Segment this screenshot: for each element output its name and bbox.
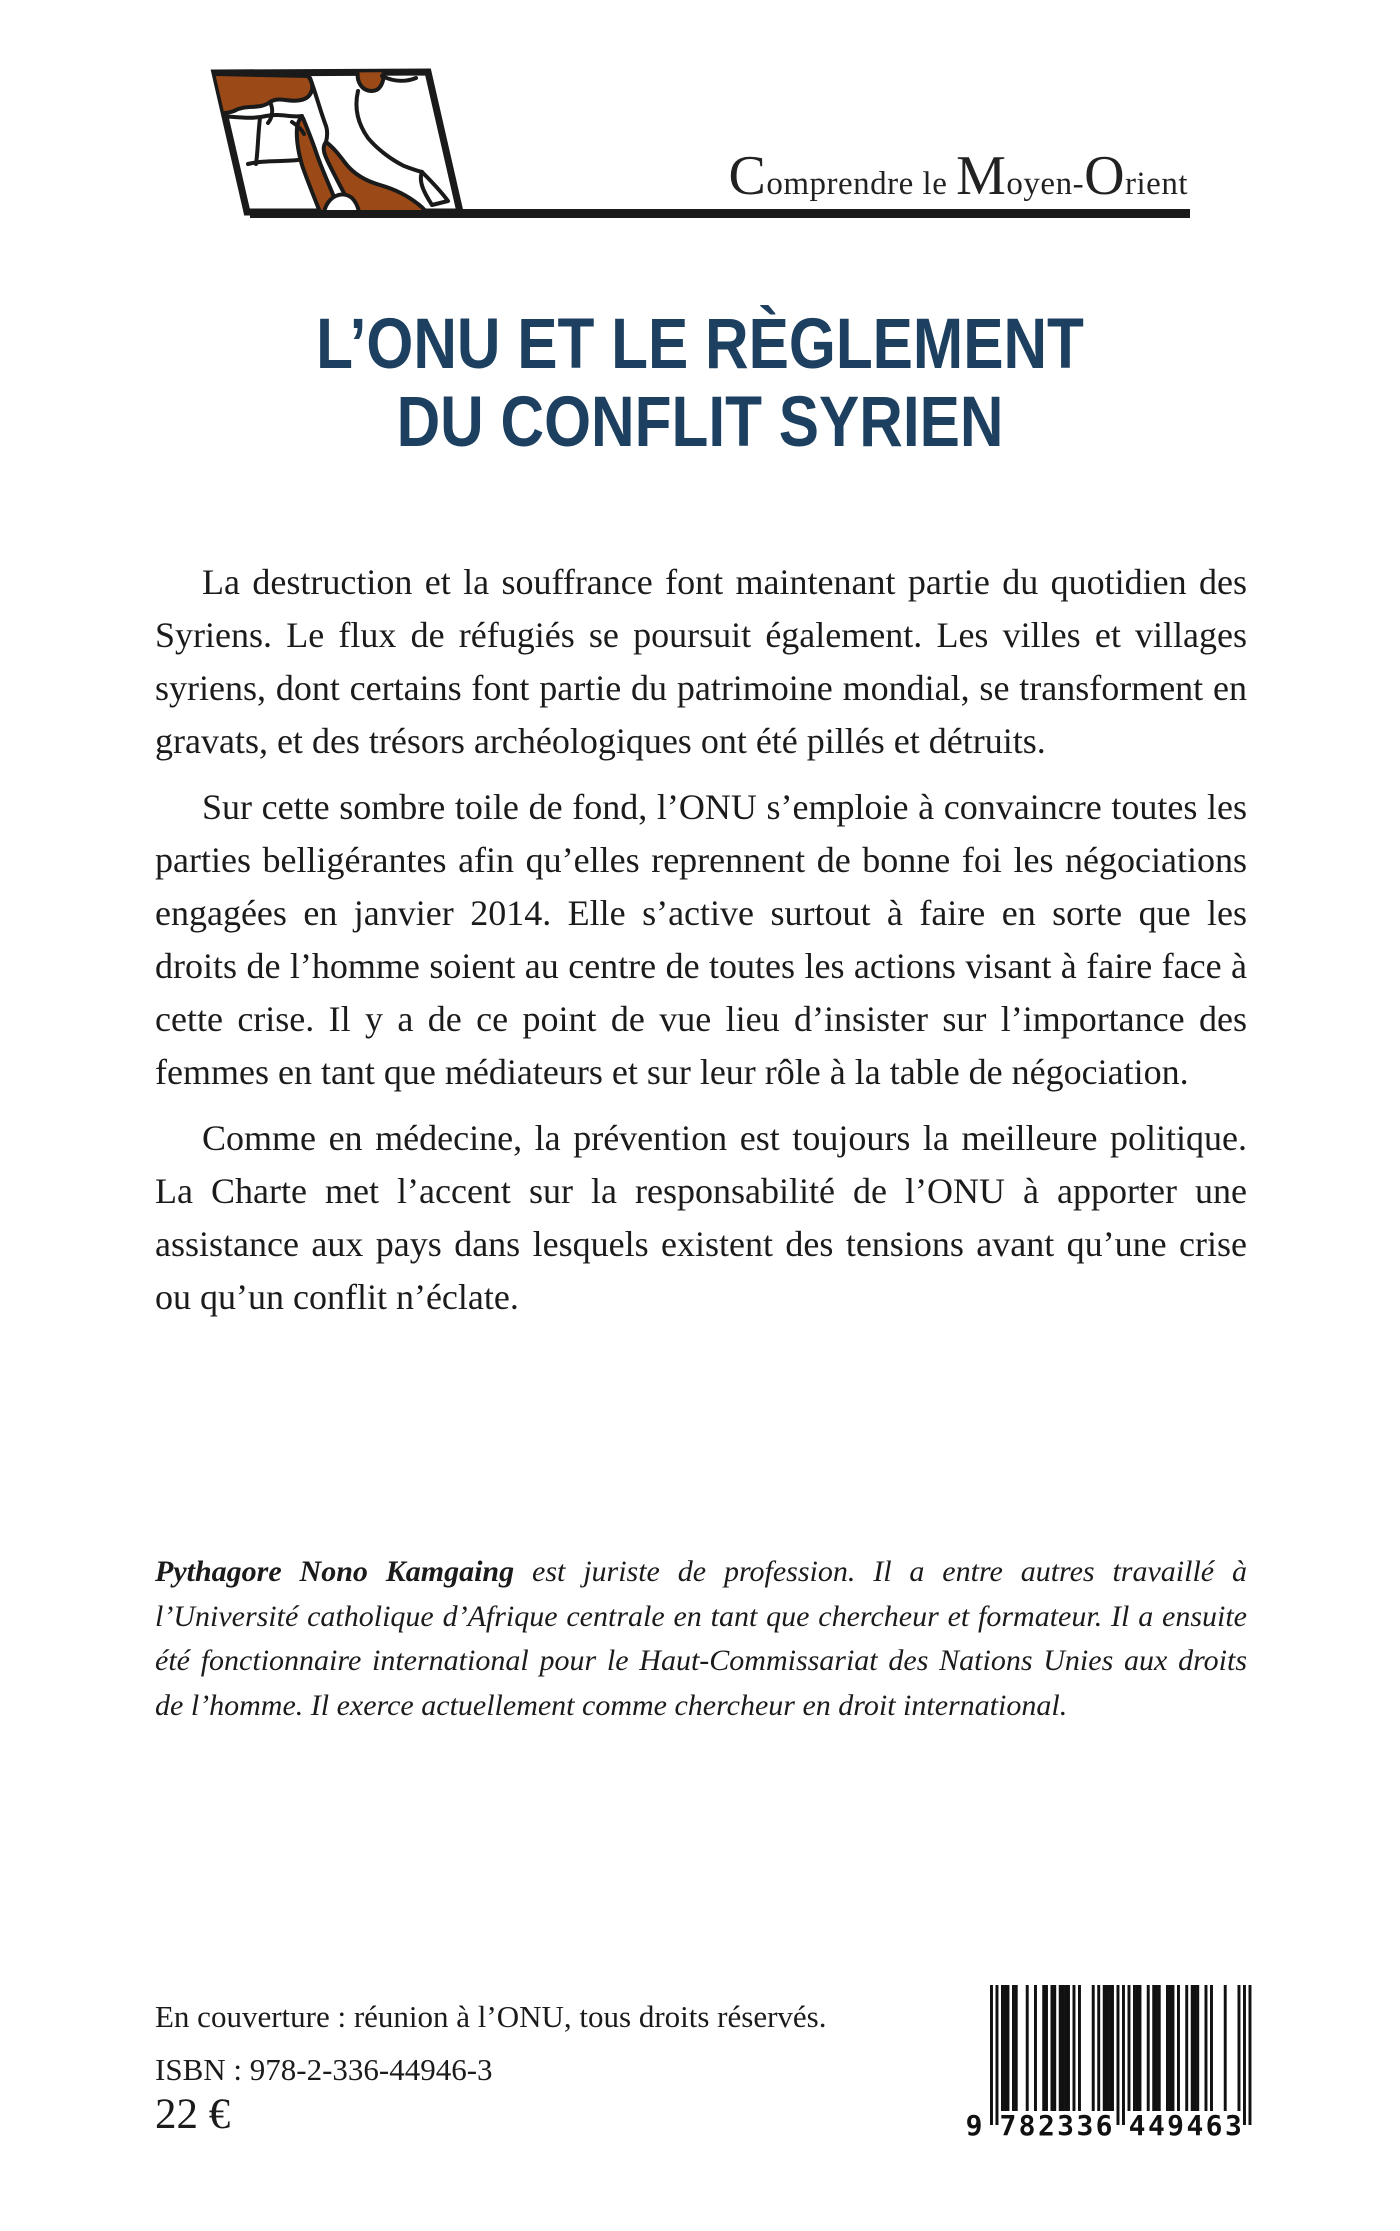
ean-barcode-svg (956, 1983, 1256, 2143)
synopsis-paragraph: Sur cette sombre toile de fond, l’ONU s’emploie à convaincre toutes les parties belligérantes afin qu’elles reprennent de bonne foi les négociations engagées en janvier 2014. Elle s’active surtout à faire en sorte que les droits de l’homme soient au centre de toutes les actions visant à faire face à cette crise. Il y a de ce point de vue lieu d’insister sur l’importance des femmes en tant que médiateurs et sur leur rôle à la table de négociation. (155, 787, 1247, 1092)
book-title-line1: L’ONU ET LE RÈGLEMENT (316, 305, 1084, 384)
svg-text:4: 4 (1186, 2109, 1204, 2142)
svg-text:3: 3 (1076, 2109, 1094, 2142)
price-text: 22 € (155, 2091, 231, 2138)
middle-east-map-logo (206, 66, 464, 218)
cover-credit: En couverture : réunion à l’ONU, tous droits réservés. (155, 1999, 827, 2034)
svg-text:9: 9 (1167, 2109, 1185, 2142)
svg-text:9: 9 (965, 2109, 983, 2142)
svg-text:3: 3 (1224, 2109, 1242, 2142)
svg-text:4: 4 (1128, 2109, 1146, 2142)
svg-text:3: 3 (1057, 2109, 1075, 2142)
collection-name-capital: M (956, 145, 1007, 207)
collection-name-capital: C (728, 145, 767, 207)
synopsis (155, 556, 1247, 1337)
svg-text:2: 2 (1037, 2109, 1055, 2142)
author-name: Pythagore Nono Kamgaing (155, 1555, 515, 1588)
isbn-text: ISBN : 978-2-336-44946-3 (155, 2052, 493, 2087)
ean-barcode (956, 1983, 1256, 2143)
collection-name-text: oyen- (1006, 166, 1085, 202)
collection-name-text: rient (1125, 166, 1188, 202)
svg-text:6: 6 (1205, 2109, 1223, 2142)
book-title (105, 306, 1295, 462)
svg-text:8: 8 (1018, 2109, 1036, 2142)
author-bio-text: est juriste de profession. Il a entre autres travaillé à l’Université catholique d’Afrique centrale en tant que chercheur et formateur. Il a ensuite été fonctionnaire international pour le Haut-Commissariat des Nations Unies aux droits de l’homme. Il exerce actuellement comme chercheur en droit international. (155, 1555, 1247, 1722)
book-title-line2: DU CONFLIT SYRIEN (396, 383, 1004, 462)
svg-text:7: 7 (999, 2109, 1017, 2142)
collection-name (729, 146, 1189, 214)
svg-text:4: 4 (1147, 2109, 1165, 2142)
collection-name-text: omprendre le (766, 166, 957, 202)
svg-text:6: 6 (1095, 2109, 1113, 2142)
synopsis-paragraph: Comme en médecine, la prévention est toujours la meilleure politique. La Charte met l’accent sur la responsabilité de l’ONU à apporter une assistance aux pays dans lesquels existent des tensions avant qu’une crise ou qu’un conflit n’éclate. (155, 1118, 1247, 1317)
author-bio (155, 1550, 1247, 1728)
synopsis-paragraph: La destruction et la souffrance font maintenant partie du quotidien des Syriens. Le flux de réfugiés se poursuit également. Les villes et villages syriens, dont certains font partie du patrimoine mondial, se transforment en gravats, et des trésors archéologiques ont été pillés et détruits. (155, 562, 1247, 761)
collection-name-capital: O (1084, 145, 1126, 207)
